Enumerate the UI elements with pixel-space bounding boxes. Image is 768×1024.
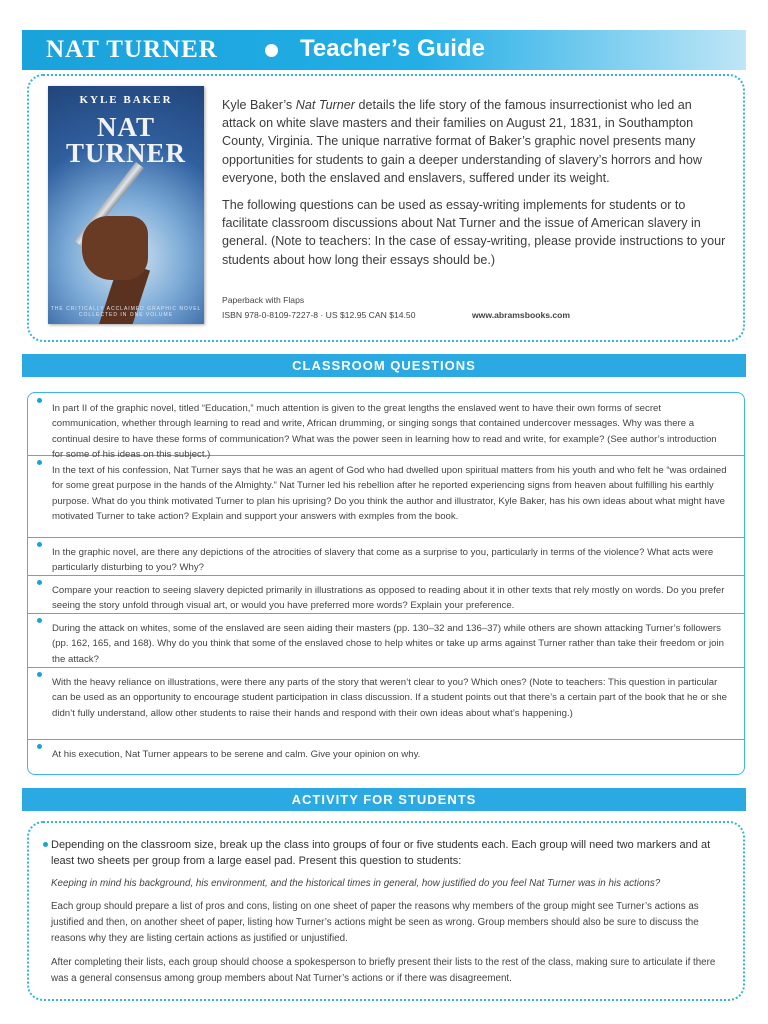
classroom-questions-bar bbox=[22, 354, 746, 377]
question-item bbox=[28, 739, 744, 775]
activity-title: ACTIVITY FOR STUDENTS bbox=[291, 792, 477, 807]
format-label: Paperback with Flaps bbox=[222, 295, 305, 305]
question-item bbox=[28, 455, 744, 538]
intro-p1-rest: details the life story of the famous insurrectionist who led an attack on white slave masters and their families on August 21, 1831, in Southampton County, Virginia. The unique narrative format of Baker’s graphic novel presents many opportunities for students to gain a deeper understanding of slavery’s horrors and how everyone, both the enslaved and enslavers, suffered under its weight. bbox=[222, 98, 703, 185]
intro-p1-start: Kyle Baker’s bbox=[222, 98, 296, 112]
bullet-icon bbox=[37, 580, 42, 585]
publisher-website: www.abramsbooks.com bbox=[472, 310, 571, 320]
question-item bbox=[28, 667, 744, 740]
header-title-book: NAT TURNER bbox=[46, 36, 218, 63]
cover-title bbox=[48, 114, 204, 166]
bullet-icon bbox=[43, 842, 48, 847]
question-text: In the graphic novel, are there any depictions of the atrocities of slavery that come as a surprise to you, particularly in terms of the violence? What acts were particularly disturbing to you? Why? bbox=[52, 547, 714, 574]
activity-paragraph-2: After completing their lists, each group should choose a spokesperson to briefly present their lists to the rest of the class, making sure to articulate if there was a general consensus among group members about Nat Turner’s actions or if there was disagreement. bbox=[51, 956, 716, 984]
header-bar bbox=[22, 30, 746, 70]
question-text: In part II of the graphic novel, titled “Education,” much attention is given to the great lengths the enslaved went to have their own forms of secret communication, whether through learning to read and write, African drumming, or singing songs that contained undercover messages. Why was there a continual desire to have these forms of communication? What was the power seen in learning how to read and write, for example? (See author’s introduction for some of his ideas on this subject.) bbox=[52, 403, 717, 460]
header-bullet-dot bbox=[265, 44, 278, 57]
question-text: In the text of his confession, Nat Turner says that he was an agent of God who had dwelled upon spiritual matters from his youth and who felt he “was ordained for some great purpose in the hands of the Almighty.” Nat Turner led his rebellion after he reported experiencing signs from heaven about fulfilling his earthly purpose. What do you think motivated Turner to plan his uprising? Do you think the author and illustrator, Kyle Baker, has his own ideas about what might have motivated Turner to take action? Explain and support your answers with exmples from the book. bbox=[52, 465, 727, 522]
questions-list bbox=[27, 392, 745, 775]
intro-paragraph-1 bbox=[222, 96, 726, 187]
isbn-price: ISBN 978-0-8109-7227-8 · US $12.95 CAN $14.50 bbox=[222, 310, 416, 320]
cover-title-line1: NAT bbox=[96, 112, 155, 142]
cover-title-line2: TURNER bbox=[65, 138, 186, 168]
intro-text bbox=[222, 96, 726, 278]
publication-info bbox=[222, 293, 571, 323]
bullet-icon bbox=[37, 618, 42, 623]
bullet-icon bbox=[37, 744, 42, 749]
activity-lead: Depending on the classroom size, break up the class into groups of four or five students each. Each group will need two markers and at least two sheets per group from a large easel pad. Present this question to students: bbox=[51, 839, 711, 868]
question-text: Compare your reaction to seeing slavery depicted primarily in illustrations as opposed to reading about it in other texts that rely mostly on words. Do you prefer seeing the story unfold through visual art, or would you have preferred more words? Explain your preference. bbox=[52, 585, 725, 612]
classroom-questions-title: CLASSROOM QUESTIONS bbox=[292, 358, 476, 373]
cover-tagline: THE CRITICALLY ACCLAIMED GRAPHIC NOVEL COLLECTED IN ONE VOLUME bbox=[50, 306, 202, 318]
book-cover-image bbox=[48, 86, 204, 324]
question-item bbox=[28, 613, 744, 668]
bullet-icon bbox=[37, 460, 42, 465]
activity-question: Keeping in mind his background, his environment, and the historical times in general, how justified do you feel Nat Turner was in his actions? bbox=[51, 877, 661, 889]
question-item bbox=[28, 393, 744, 460]
question-item bbox=[28, 575, 744, 614]
question-text: With the heavy reliance on illustrations, were there any parts of the story that weren’t clear to you? Which ones? (Note to teachers: This question in particular can be used as an opportunity to encourage student participation in class discussion. If a student points out that there’s a certain part of the book that he or she didn’t fully understand, allow other students to raise their hands and respond with their own ideas about what’s happening.) bbox=[52, 677, 728, 719]
intro-p1-book-title: Nat Turner bbox=[295, 98, 355, 112]
activity-paragraph-1: Each group should prepare a list of pros and cons, listing on one sheet of paper the reasons why members of the group might see Turner’s actions as justified and then, on another sheet of paper, listing how Turner’s actions might be seen as wrong. Group members should also be sure to discuss the reasons why they are listing certain actions as justified or unjustified. bbox=[51, 901, 699, 945]
cover-fist bbox=[82, 216, 148, 280]
question-text: At his execution, Nat Turner appears to be serene and calm. Give your opinion on why. bbox=[52, 749, 421, 760]
bullet-icon bbox=[37, 542, 42, 547]
activity-text bbox=[51, 837, 731, 994]
header-title-guide: Teacher’s Guide bbox=[300, 35, 485, 62]
question-text: During the attack on whites, some of the enslaved are seen aiding their masters (pp. 130–32 and 136–37) while others are shown attacking Turner’s followers (pp. 162, 165, and 168). Why do you think that some of the enslaved chose to help whites or take up arms against Turner rather than take their freedom or join the attack? bbox=[52, 623, 724, 665]
intro-paragraph-2: The following questions can be used as essay-writing implements for students or to facilitate classroom discussions about Nat Turner and the issue of American slavery in general. (Note to teachers: In the case of essay-writing, please provide instructions to your students about how long their essays should be.) bbox=[222, 198, 726, 267]
bullet-icon bbox=[37, 672, 42, 677]
question-item bbox=[28, 537, 744, 576]
activity-bar bbox=[22, 788, 746, 811]
cover-author: KYLE BAKER bbox=[79, 94, 173, 106]
bullet-icon bbox=[37, 398, 42, 403]
